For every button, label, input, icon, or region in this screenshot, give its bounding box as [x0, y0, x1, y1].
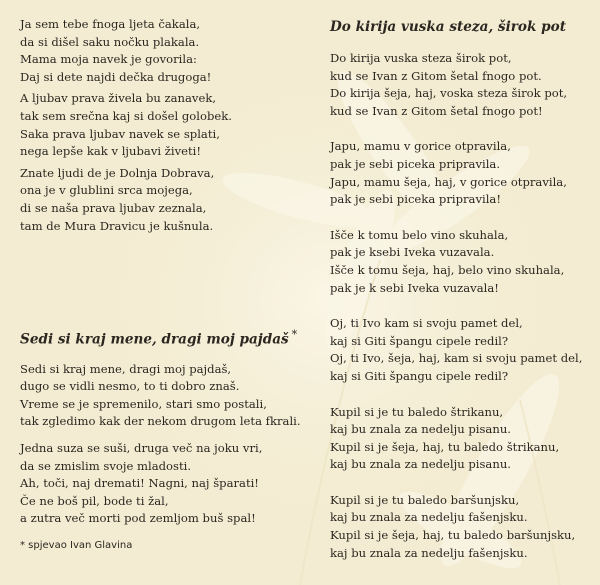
verse-line: Ah, toči, naj dremati! Nagni, naj šparati! — [20, 476, 259, 491]
stanza — [330, 315, 595, 385]
verse-line: pak je sebi piceka pripravila. — [330, 156, 501, 171]
verse-line: Kupil si je šeja, haj, tu baledo baršunjsku, — [330, 528, 576, 543]
verse-line: kaj bu znala za nedelju pisanu. — [330, 457, 511, 472]
verse-line: Saka prava ljubav navek se splati, — [20, 126, 220, 141]
verse-line: da se zmislim svoje mladosti. — [20, 458, 192, 473]
stanza — [20, 165, 305, 235]
stanza — [20, 361, 305, 431]
verse-line: kaj bu znala za nedelju fašenjsku. — [330, 545, 528, 560]
stanza — [330, 227, 595, 297]
verse-line: ona je v glublini srca mojega, — [20, 183, 193, 198]
verse-line: Kupil si je tu baledo štrikanu, — [330, 404, 504, 419]
verse-line: Do kirija šeja, haj, voska steza širok pot, — [330, 86, 568, 101]
verse-line: Kupil si je tu baledo baršunjsku, — [330, 492, 520, 507]
song-ja-sem-tebe — [20, 16, 305, 235]
verse-line: Jedna suza se suši, druga več na joku vri, — [20, 441, 263, 456]
verse-line: kud se Ivan z Gitom šetal fnogo pot! — [330, 103, 543, 118]
verse-line: kaj si Giti špangu cipele redil? — [330, 368, 509, 383]
verse-line: kaj bu znala za nedelju fašenjsku. — [330, 510, 528, 525]
song-title — [20, 326, 305, 349]
verse-line: kud se Ivan z Gitom šetal fnogo pot. — [330, 68, 542, 83]
song-title: Do kirija vuska steza, širok pot — [330, 19, 566, 35]
footnote: * spjevao Ivan Glavina — [20, 540, 133, 551]
verse-line: pak je sebi piceka pripravila! — [330, 192, 502, 207]
stanza — [20, 16, 305, 86]
verse-line: di se naša prava ljubav zeznala, — [20, 200, 207, 215]
stanza — [20, 90, 305, 160]
verse-line: Če ne boš pil, bode ti žal, — [20, 493, 169, 508]
verse-line: tak sem srečna kaj si došel golobek. — [20, 108, 232, 123]
right-column — [330, 18, 595, 580]
verse-line: Japu, mamu v gorice otpravila, — [330, 139, 511, 154]
verse-line: Vreme se je spremenilo, stari smo postali, — [20, 396, 267, 411]
verse-line: Daj si dete najdi dečka drugoga! — [20, 69, 212, 84]
stanza — [330, 138, 595, 208]
verse-line: Išče k tomu šeja, haj, belo vino skuhala, — [330, 262, 565, 277]
left-column — [20, 16, 305, 555]
verse-line: Mama moja navek je govorila: — [20, 52, 197, 67]
verse-line: pak je k sebi Iveka vuzavala! — [330, 280, 499, 295]
verse-line: pak je ksebi Iveka vuzavala. — [330, 245, 495, 260]
stanza — [330, 492, 595, 562]
footnote-marker: * — [291, 328, 298, 342]
verse-line: Oj, ti Ivo kam si svoju pamet del, — [330, 316, 523, 331]
verse-line: kaj si Giti špangu cipele redil? — [330, 333, 509, 348]
verse-line: Do kirija vuska steza širok pot, — [330, 51, 512, 65]
verse-line: Japu, mamu šeja, haj, v gorice otpravila, — [330, 174, 567, 189]
song-sedi-si-kraj-mene — [20, 326, 305, 554]
verse-line: da si dišel saku nočku plakala. — [20, 34, 200, 49]
verse-line: tak zgledimo kak der nekom drugom leta fkrali. — [20, 414, 301, 429]
verse-line: dugo se vidli nesmo, to ti dobro znaš. — [20, 379, 240, 394]
verse-line: nega lepše kak v ljubavi živeti! — [20, 144, 202, 159]
stanza — [330, 50, 595, 120]
verse-line: tam de Mura Dravicu je kušnula. — [20, 218, 214, 233]
verse-line: Kupil si je šeja, haj, tu baledo štrikanu, — [330, 439, 560, 454]
verse-line: Oj, ti Ivo, šeja, haj, kam si svoju pamet del, — [330, 351, 583, 366]
verse-line: Znate ljudi de je Dolnja Dobrava, — [20, 165, 215, 180]
verse-line: a zutra več morti pod zemljom buš spal! — [20, 511, 256, 526]
stanza — [20, 440, 305, 528]
verse-line: Sedi si kraj mene, dragi moj pajdaš, — [20, 361, 232, 376]
verse-line: A ljubav prava živela bu zanavek, — [20, 91, 217, 106]
verse-line: Išče k tomu belo vino skuhala, — [330, 227, 509, 242]
verse-line: Ja sem tebe fnoga ljeta čakala, — [20, 17, 201, 31]
song-title-text: Sedi si kraj mene, dragi moj pajdaš — [20, 331, 289, 348]
stanza — [330, 404, 595, 474]
verse-line: kaj bu znala za nedelju pisanu. — [330, 422, 511, 437]
